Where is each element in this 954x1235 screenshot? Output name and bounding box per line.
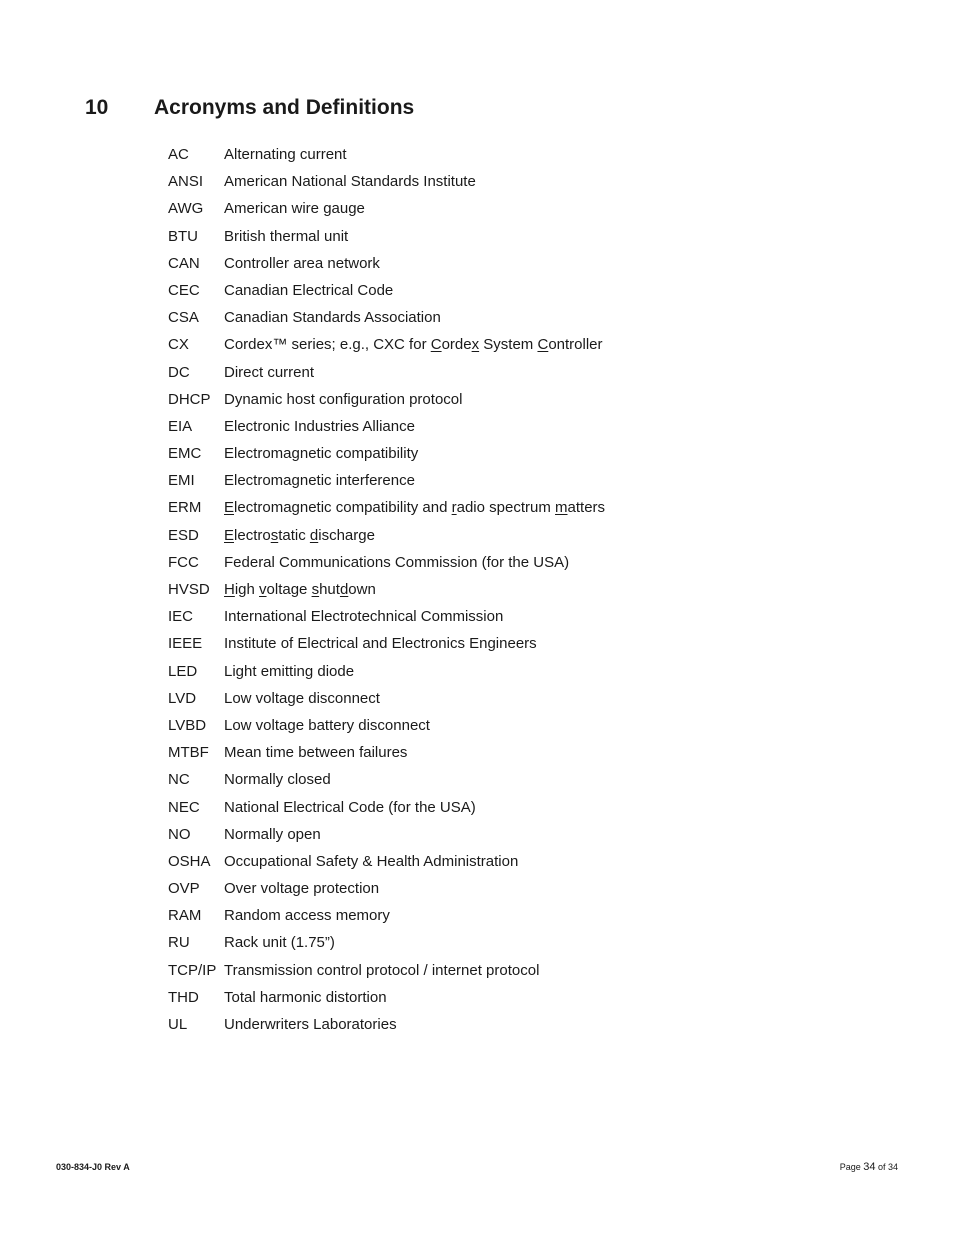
definition-text: ischarge (318, 526, 375, 544)
acronym-term: DC (168, 363, 190, 381)
definition-text: Electromagnetic interference (224, 472, 415, 490)
definition-initial: m (555, 499, 568, 517)
acronym-term: LVD (168, 689, 197, 707)
acronym-definition (224, 1011, 397, 1038)
acronym-row (168, 766, 605, 793)
definition-initial: d (339, 581, 349, 598)
acronym-term: MTBF (168, 744, 209, 762)
definition-text: Normally closed (224, 771, 331, 789)
acronym-list (168, 141, 605, 1038)
acronym-definition (224, 195, 365, 222)
definition-text: American wire gauge (224, 200, 365, 218)
acronym-row (168, 549, 605, 576)
acronym-term: ANSI (168, 173, 204, 191)
definition-text: Direct current (224, 363, 315, 381)
acronym-row (168, 413, 605, 440)
acronym-definition (224, 848, 518, 875)
page-total: 34 (887, 1162, 898, 1172)
acronym-term: DHCP (168, 390, 211, 408)
acronym-term: CSA (168, 309, 199, 327)
definition-text: Controller area network (224, 254, 380, 272)
acronym-definition (224, 658, 354, 685)
acronym-row (168, 359, 605, 386)
definition-text: igh (234, 581, 260, 598)
acronym-row (168, 929, 605, 956)
acronym-definition (224, 522, 375, 549)
acronym-definition (224, 984, 387, 1011)
footer-page-number (840, 1161, 898, 1173)
acronym-row (168, 440, 605, 467)
acronym-row (168, 794, 605, 821)
acronym-term: UL (168, 1016, 188, 1033)
section-heading (85, 94, 414, 122)
acronym-term: IEC (168, 608, 194, 626)
definition-initial: x (471, 336, 480, 354)
definition-text: lectromagnetic compatibility and (234, 499, 452, 517)
acronym-term: OSHA (168, 852, 211, 870)
definition-text: Dynamic host configuration protocol (224, 390, 463, 408)
acronym-row (168, 1011, 605, 1038)
acronym-row (168, 902, 605, 929)
definition-text: ontroller (548, 336, 603, 354)
acronym-definition (224, 304, 441, 331)
acronym-definition (224, 766, 331, 793)
acronym-definition (224, 712, 430, 739)
acronym-definition (224, 413, 415, 440)
acronym-row (168, 848, 605, 875)
section-number: 10 (85, 96, 109, 119)
acronym-term: EMC (168, 445, 202, 463)
definition-text: lectro (234, 526, 271, 544)
acronym-definition (224, 467, 415, 494)
definition-text: tatic (278, 526, 310, 544)
acronym-definition (224, 386, 462, 413)
acronym-row (168, 603, 605, 630)
definition-text: own (348, 581, 376, 598)
acronym-row (168, 739, 605, 766)
definition-text: International Electrotechnical Commission (224, 608, 504, 626)
acronym-term: EMI (168, 472, 195, 490)
definition-text: Underwriters Laboratories (224, 1016, 397, 1033)
definition-text: Institute of Electrical and Electronics Engineers (224, 635, 537, 653)
page-prefix: Page (839, 1162, 864, 1172)
definition-text: Canadian Electrical Code (224, 281, 394, 299)
acronym-definition (224, 494, 605, 521)
definition-text: National Electrical Code (for the USA) (224, 798, 476, 816)
acronym-row (168, 658, 605, 685)
definition-initial: r (451, 499, 457, 517)
acronym-row (168, 250, 605, 277)
acronym-definition (224, 141, 347, 168)
acronym-definition (224, 630, 537, 657)
acronym-term: BTU (168, 227, 198, 245)
definition-text: atters (567, 499, 606, 517)
acronym-definition (224, 168, 476, 195)
acronym-term: OVP (168, 880, 200, 898)
acronym-row (168, 467, 605, 494)
footer-doc-id: 030-834-J0 Rev A (56, 1162, 130, 1172)
acronym-definition (224, 957, 539, 984)
definition-text: Total harmonic distortion (224, 988, 387, 1006)
definition-text: Alternating current (224, 146, 347, 163)
definition-text: oltage (266, 581, 312, 598)
definition-text: Random access memory (224, 907, 390, 925)
acronym-definition (224, 277, 393, 304)
definition-initial: H (224, 581, 235, 598)
acronym-row (168, 277, 605, 304)
acronym-term: FCC (168, 553, 199, 571)
definition-text: Low voltage disconnect (224, 689, 380, 707)
acronym-term: AWG (168, 200, 204, 218)
definition-text: Low voltage battery disconnect (224, 716, 430, 734)
acronym-definition (224, 821, 321, 848)
acronym-term: THD (168, 988, 199, 1006)
acronym-term: AC (168, 146, 189, 163)
acronym-definition (224, 685, 380, 712)
acronym-term: LED (168, 662, 198, 680)
acronym-definition (224, 223, 348, 250)
definition-text: Light emitting diode (224, 662, 355, 680)
acronym-definition (224, 576, 376, 603)
acronym-term: CAN (168, 254, 200, 272)
definition-text: hut (319, 581, 340, 598)
page-mid: of (875, 1162, 888, 1172)
definition-text: Rack unit (1.75”) (224, 934, 335, 952)
acronym-row (168, 685, 605, 712)
definition-initial: s (270, 526, 279, 544)
acronym-definition (224, 250, 380, 277)
acronym-row (168, 630, 605, 657)
acronym-row (168, 984, 605, 1011)
acronym-definition (224, 331, 603, 358)
acronym-row (168, 494, 605, 521)
definition-text: Normally open (224, 825, 321, 843)
definition-initial: C (430, 336, 442, 354)
definition-text: Over voltage protection (224, 880, 380, 898)
definition-text: Occupational Safety & Health Administration (224, 852, 519, 870)
acronym-term: ESD (168, 526, 199, 544)
acronym-term: CEC (168, 281, 200, 299)
acronym-term: RAM (168, 907, 202, 925)
acronym-definition (224, 739, 407, 766)
definition-text: Electromagnetic compatibility (224, 445, 419, 463)
definition-text: British thermal unit (224, 227, 349, 245)
definition-text: Canadian Standards Association (224, 309, 441, 327)
section-title: Acronyms and Definitions (154, 96, 415, 119)
acronym-term: NEC (168, 798, 200, 816)
acronym-definition (224, 603, 503, 630)
acronym-definition (224, 794, 476, 821)
acronym-row (168, 576, 605, 603)
acronym-row (168, 168, 605, 195)
acronym-definition (224, 875, 379, 902)
acronym-term: ERM (168, 499, 202, 517)
acronym-definition (224, 902, 390, 929)
definition-text: American National Standards Institute (224, 173, 476, 191)
acronym-term: CX (168, 336, 189, 354)
definition-text: Federal Communications Commission (for the USA) (224, 553, 570, 571)
acronym-row (168, 821, 605, 848)
acronym-term: EIA (168, 417, 193, 435)
acronym-term: HVSD (168, 581, 210, 598)
acronym-term: TCP/IP (168, 961, 217, 979)
acronym-row (168, 957, 605, 984)
acronym-definition (224, 440, 418, 467)
definition-initial: v (259, 581, 267, 598)
definition-text: adio spectrum (456, 499, 556, 517)
page-current: 34 (863, 1161, 876, 1173)
definition-text: Mean time between failures (224, 744, 408, 762)
acronym-row (168, 522, 605, 549)
acronym-definition (224, 549, 569, 576)
definition-initial: C (537, 336, 549, 354)
definition-text: Transmission control protocol / internet protocol (224, 961, 540, 979)
acronym-definition (224, 359, 314, 386)
definition-initial: E (224, 499, 235, 517)
acronym-row (168, 386, 605, 413)
definition-text: Electronic Industries Alliance (224, 417, 415, 435)
acronym-row (168, 141, 605, 168)
acronym-row (168, 195, 605, 222)
definition-initial: d (309, 526, 319, 544)
acronym-term: RU (168, 934, 190, 952)
acronym-row (168, 304, 605, 331)
acronym-row (168, 331, 605, 358)
acronym-row (168, 875, 605, 902)
acronym-definition (224, 929, 335, 956)
definition-text: orde (441, 336, 472, 354)
definition-initial: s (311, 581, 320, 598)
definition-initial: E (224, 526, 235, 544)
acronym-term: IEEE (168, 635, 203, 653)
definition-text: Cordex™ series; e.g., CXC for (224, 336, 431, 354)
acronym-term: NO (168, 825, 191, 843)
acronym-row (168, 712, 605, 739)
acronym-row (168, 223, 605, 250)
acronym-term: NC (168, 771, 190, 789)
definition-text: System (479, 336, 538, 354)
acronym-term: LVBD (168, 716, 207, 734)
